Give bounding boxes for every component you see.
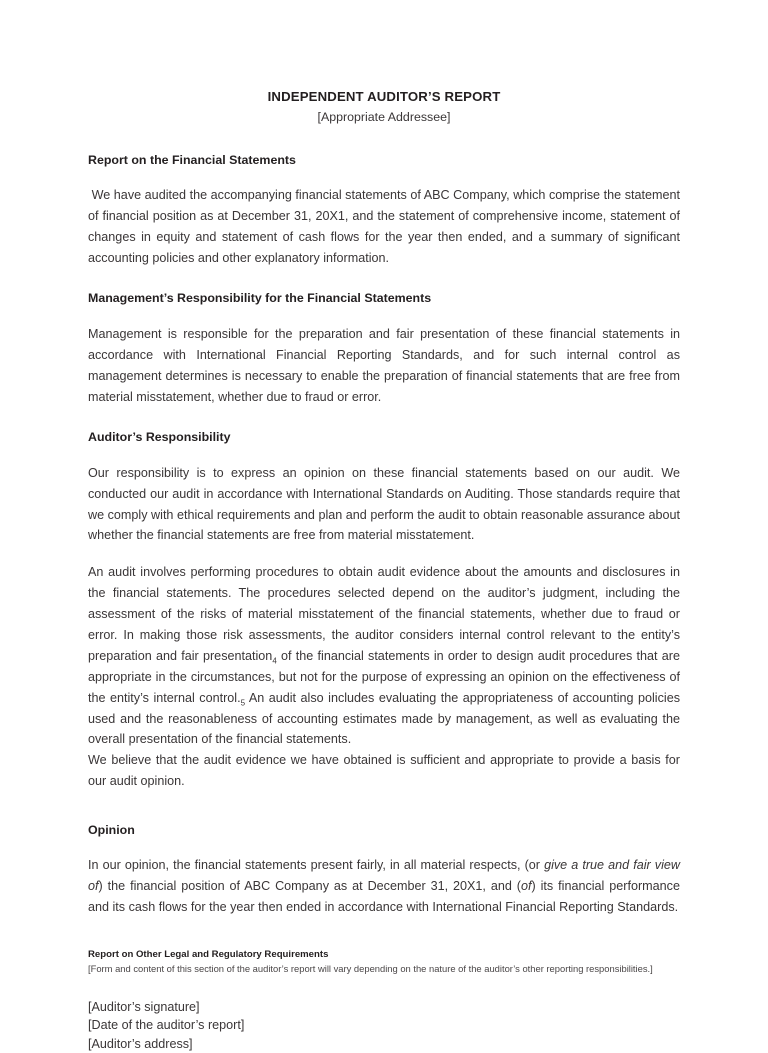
document-addressee: [Appropriate Addressee] (317, 109, 451, 124)
spacer (88, 126, 680, 152)
page-title: INDEPENDENT AUDITOR’S REPORT (267, 89, 501, 104)
paragraph-opinion (88, 855, 680, 918)
signature-block (88, 998, 680, 1053)
opinion-text-part-2: ) the financial position of ABC Company as at December 31, 20X1, and ( (98, 879, 521, 894)
opinion-text-part-3: ) its financial performance and its cash flows for the year then ended in accordance with International Financial Reporting Standards. (88, 879, 680, 915)
spacer (88, 447, 680, 463)
spacer (88, 407, 680, 429)
paragraph-other-legal-regulatory-requirements: [Form and content of this section of the auditor’s report will vary depending on the nature of the auditor’s other reporting responsibilities.] (88, 963, 653, 975)
spacer (88, 546, 680, 562)
footnote-reference-5: 5 (240, 698, 246, 708)
auditor-report-date-placeholder: [Date of the auditor’s report] (88, 1018, 245, 1033)
audit-procedures-text-part-2: of the financial statements in order to design audit procedures that are appropriate in the circumstances, but not for the purpose of expressing an opinion on the effectiveness of the entity’s internal control. (88, 648, 681, 705)
footnote-reference-4: 4 (272, 656, 277, 666)
opinion-italic-of: of (521, 879, 532, 894)
spacer (88, 268, 680, 290)
spacer (88, 308, 680, 324)
auditor-signature-placeholder: [Auditor’s signature] (88, 1000, 200, 1015)
opinion-text-part-1: In our opinion, the financial statements present fairly, in all material respects, (or (88, 858, 545, 873)
spacer (88, 169, 680, 185)
audit-procedures-text-part-1: An audit involves performing procedures to obtain audit evidence about the amounts and disclosures in the financial statements. The procedures selected depend on the auditor’s judgment, including the assessment of the risks of material misstatement of the financial statements, whether due to fraud or error. In making those risk assessments, the auditor considers internal control relevant to the entity’s preparation and fair presentation (88, 565, 680, 663)
heading-management-responsibility: Management’s Responsibility for the Financial Statements (88, 291, 432, 306)
heading-auditor-responsibility: Auditor’s Responsibility (88, 430, 231, 445)
paragraph-auditor-responsibility-2 (88, 562, 680, 750)
heading-other-legal-regulatory-requirements: Report on Other Legal and Regulatory Requirements (88, 949, 329, 961)
paragraph-auditor-responsibility-3: We believe that the audit evidence we have obtained is sufficient and appropriate to provide a basis for our audit opinion. (88, 753, 680, 789)
auditor-address-placeholder: [Auditor’s address] (88, 1036, 193, 1051)
heading-report-on-financial-statements: Report on the Financial Statements (88, 152, 296, 167)
audit-procedures-text-part-3: An audit also includes evaluating the appropriateness of accounting policies used and the reasonableness of accounting estimates made by management, as well as evaluating the overall presentation of the financial statements. (88, 690, 681, 747)
spacer (88, 839, 680, 855)
spacer (88, 976, 680, 998)
spacer (88, 918, 680, 948)
spacer (88, 792, 680, 822)
opinion-italic-give-true-fair-view: give a true and fair view of (88, 858, 680, 894)
paragraph-report-on-financial-statements: We have audited the accompanying financial statements of ABC Company, which comprise the statement of financial position as at December 31, 20X1, and the statement of comprehensive income, statement of changes in equity and statement of cash flows for the year then ended, and a summary of significant accounting policies and other explanatory information. (88, 187, 681, 265)
paragraph-auditor-responsibility-1: Our responsibility is to express an opinion on these financial statements based on our audit. We conducted our audit in accordance with International Standards on Auditing. Those standards require that we comply with ethical requirements and plan and perform the audit to obtain reasonable assurance about whether the financial statements are free from material misstatement. (88, 465, 680, 543)
paragraph-management-responsibility: Management is responsible for the preparation and fair presentation of these financial statements in accordance with International Financial Reporting Standards, and for such internal control as management determines is necessary to enable the preparation of financial statements that are free from material misstatement, whether due to fraud or error. (88, 326, 680, 404)
heading-opinion: Opinion (88, 823, 135, 838)
